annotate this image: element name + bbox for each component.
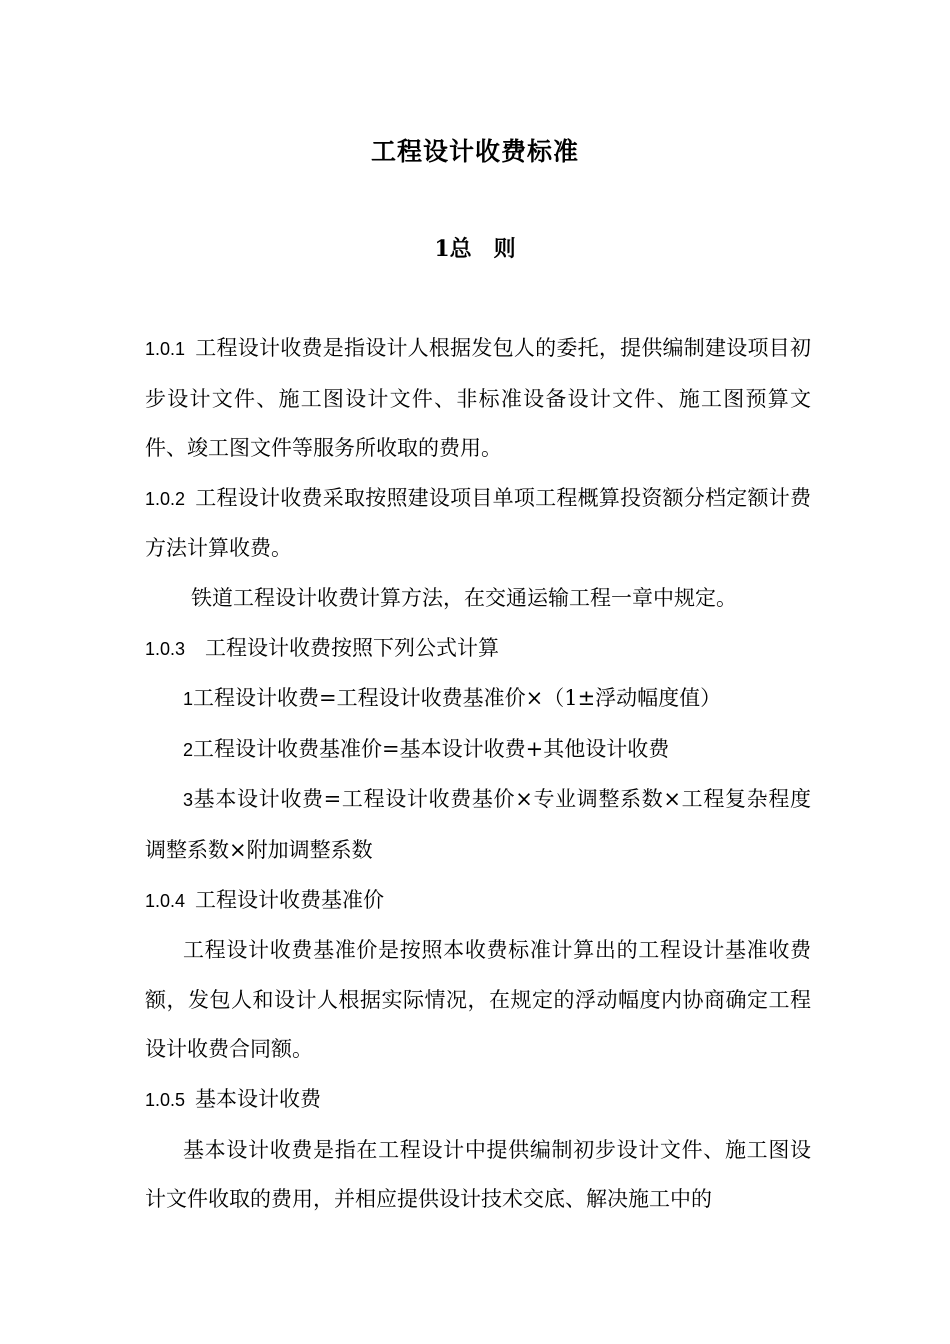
clause-number: 1.0.5 [145, 1089, 186, 1110]
formula-text: 工程设计收费基准价=基本设计收费+其他设计收费 [193, 736, 670, 761]
formula-3 [145, 775, 811, 875]
clause-number: 1.0.3 [145, 638, 186, 659]
formula-2 [145, 725, 811, 776]
benchmark-price-paragraph [145, 926, 811, 1075]
paragraph-text: 基本设计收费是指在工程设计中提供编制初步设计文件、施工图设计文件收取的费用，并相应提供设计技术交底、解决施工中的 [145, 1137, 811, 1212]
paragraph-text: 工程设计收费基准价是按照本收费标准计算出的工程设计基准收费额，发包人和设计人根据实际情况，在规定的浮动幅度内协商确定工程设计收费合同额。 [145, 938, 811, 1062]
formula-number: 3 [183, 790, 194, 811]
clause-1-0-2 [145, 474, 811, 574]
clause-text: 工程设计收费是指设计人根据发包人的委托，提供编制建设项目初步设计文件、施工图设计文件、非标准设备设计文件、施工图预算文件、竣工图文件等服务所收取的费用。 [145, 336, 811, 461]
formula-1 [145, 674, 811, 725]
clause-number: 1.0.2 [145, 488, 186, 509]
clause-text: 工程设计收费采取按照建设项目单项工程概算投资额分档定额计费方法计算收费。 [145, 485, 811, 561]
formula-number: 2 [183, 739, 194, 760]
formula-text: 基本设计收费=工程设计收费基价×专业调整系数×工程复杂程度调整系数×附加调整系数 [145, 787, 811, 862]
basic-fee-paragraph [145, 1126, 811, 1225]
clause-text: 工程设计收费基准价 [195, 887, 385, 912]
clause-text: 工程设计收费按照下列公式计算 [205, 635, 500, 660]
clause-1-0-5 [145, 1075, 811, 1126]
railway-note-paragraph [145, 574, 811, 624]
clause-1-0-1 [145, 324, 811, 474]
clause-text: 基本设计收费 [195, 1086, 322, 1111]
clause-number: 1.0.4 [145, 890, 186, 911]
formula-number: 1 [183, 689, 194, 710]
formula-text: 工程设计收费=工程设计收费基准价×（1±浮动幅度值） [193, 686, 722, 711]
clause-number: 1.0.1 [145, 339, 186, 359]
document-body [145, 324, 811, 1225]
document-title: 工程设计收费标准 [370, 137, 579, 166]
chapter-heading: 1总 则 [434, 236, 516, 262]
clause-1-0-3 [145, 624, 811, 675]
paragraph-text: 铁道工程设计收费计算方法，在交通运输工程一章中规定。 [191, 585, 737, 610]
clause-1-0-4 [145, 876, 811, 927]
